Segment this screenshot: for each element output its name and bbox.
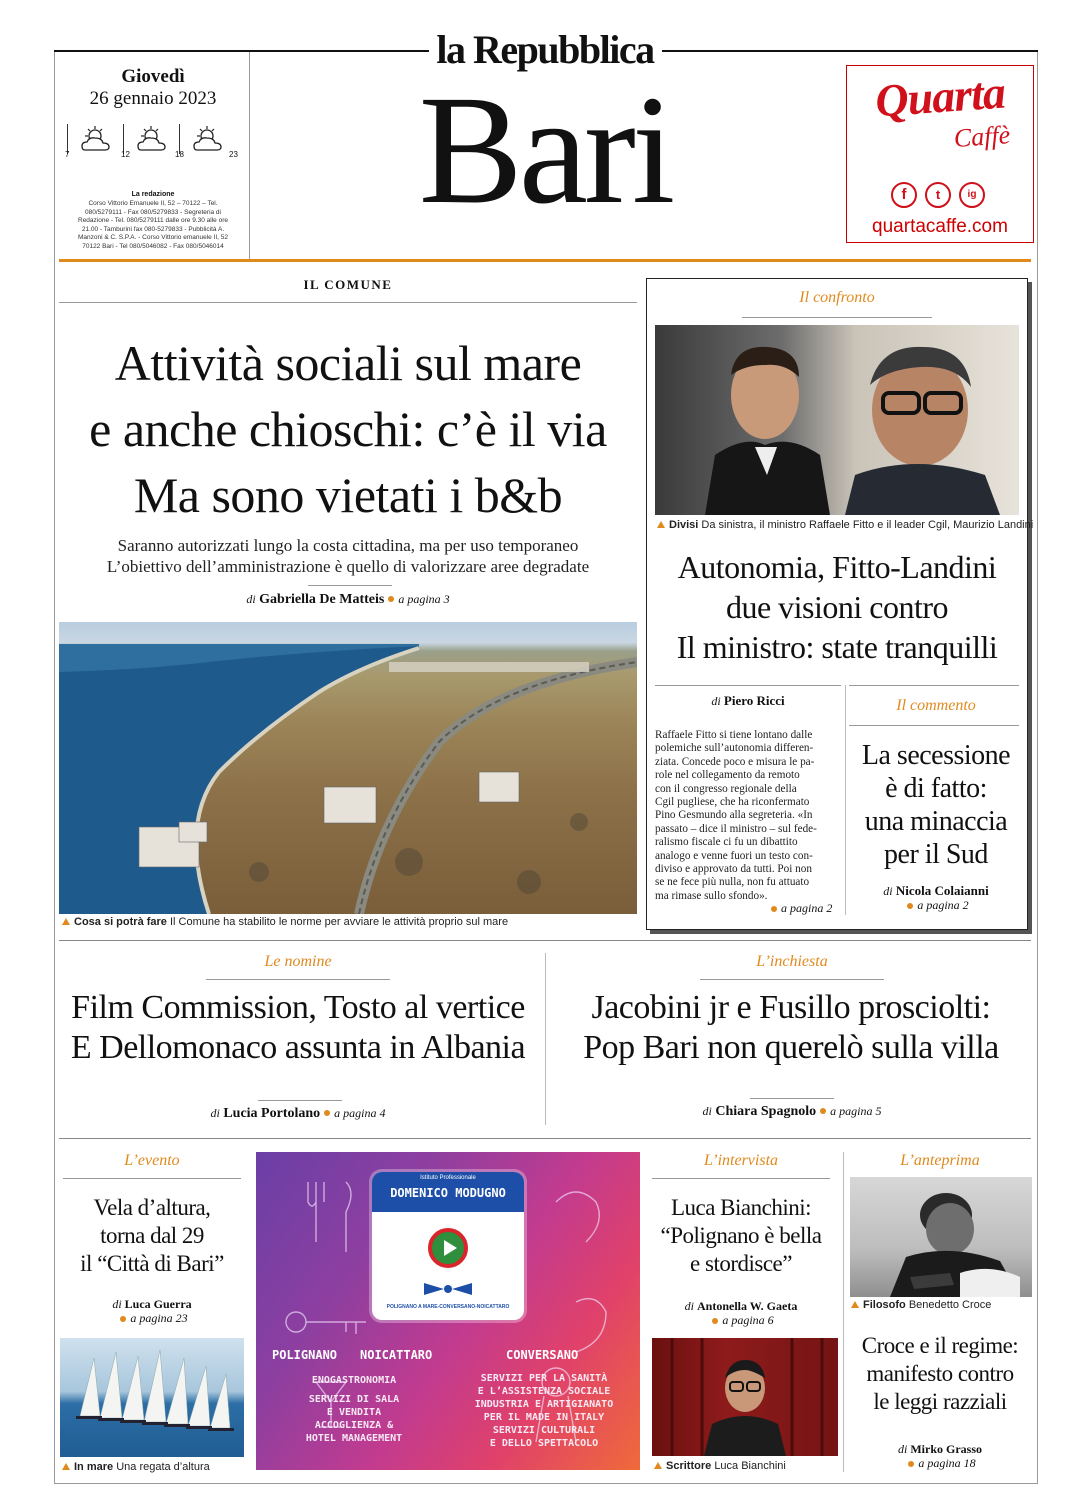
anteprima-headline-line: le leggi razziali xyxy=(873,1389,1007,1414)
confronto-headline[interactable] xyxy=(649,547,1025,667)
commento-author[interactable]: Nicola Colaianni xyxy=(895,883,989,898)
intervista-byline xyxy=(648,1299,834,1314)
body-line: analogo e venne fuori un testo con- xyxy=(655,849,813,862)
page-frame-bottom xyxy=(54,1483,1038,1484)
date-label: 26 gennaio 2023 xyxy=(89,88,217,109)
school-logo-card xyxy=(372,1172,524,1320)
caption-text: Una regata d’altura xyxy=(116,1461,210,1473)
confronto-byline xyxy=(655,693,841,709)
evento-kicker-rule xyxy=(63,1178,241,1179)
nomine-headline-line: E Dellomonaco assunta in Albania xyxy=(70,1029,526,1066)
lead-author[interactable]: Gabriella De Matteis xyxy=(259,592,385,607)
evento-author[interactable]: Luca Guerra xyxy=(124,1297,192,1311)
sun-cloud-icon xyxy=(191,126,225,158)
conversano-head: CONVERSANO xyxy=(506,1348,579,1362)
lead-photo-caption xyxy=(62,916,508,928)
body-line: se ne fece più nulla, non fu attuato xyxy=(655,876,810,889)
course-line: SERVIZI PER LA SANITÀ xyxy=(480,1373,608,1384)
lead-byline xyxy=(59,592,637,608)
fitto-landini-photo xyxy=(655,325,1019,515)
page-dot-icon xyxy=(908,1461,914,1467)
date-box xyxy=(54,52,250,260)
page-dot-icon xyxy=(120,1316,126,1322)
caption-triangle-icon xyxy=(657,521,665,528)
commento-top-rule xyxy=(849,685,1019,686)
page-frame-right xyxy=(1037,52,1038,1484)
commento-headline-line: per il Sud xyxy=(884,839,988,870)
caption-triangle-icon xyxy=(851,1301,859,1308)
confronto-box xyxy=(646,278,1034,930)
intervista-kicker: L’intervista xyxy=(703,1152,779,1169)
confronto-author[interactable]: Piero Ricci xyxy=(723,693,785,708)
temp-3: 18 xyxy=(175,150,184,159)
commento-byline xyxy=(847,883,1025,899)
byline-di: di xyxy=(246,592,256,606)
anteprima-author[interactable]: Mirko Grasso xyxy=(910,1442,982,1456)
croce-photo xyxy=(850,1177,1032,1297)
school-towns: POLIGNANO A MARE-CONVERSANO-NOICATTARO xyxy=(386,1304,510,1310)
body-line: Pino Gesmundo alla segreteria. «In xyxy=(655,809,813,822)
body-line: polemiche sull’autonomia differen- xyxy=(655,742,814,755)
confronto-body xyxy=(655,729,837,903)
quarta-logo: Quarta xyxy=(873,66,1007,127)
page-ref-text: a pagina 2 xyxy=(917,898,969,912)
commento-page-ref[interactable] xyxy=(847,898,1025,913)
caption-text: Benedetto Croce xyxy=(908,1299,992,1311)
body-line: ralismo fiscale ci fu un dibattito xyxy=(655,836,798,849)
inchiesta-headline-line: Pop Bari non querelò sulla villa xyxy=(583,1029,999,1066)
page-dot-icon xyxy=(388,596,394,602)
school-small-label: Istituto Professionale xyxy=(420,1175,476,1181)
course-line: HOTEL MANAGEMENT xyxy=(305,1433,403,1444)
confronto-kicker: Il confronto xyxy=(799,289,875,306)
section-label: IL COMUNE xyxy=(303,277,393,292)
nomine-byline-rule xyxy=(258,1100,342,1101)
inchiesta-byline-rule xyxy=(750,1098,834,1099)
inchiesta-headline-line: Jacobini jr e Fusillo prosciolti: xyxy=(591,989,991,1026)
sun-cloud-icon xyxy=(79,126,113,158)
masthead xyxy=(0,0,1091,262)
lead-headline-line: Attività sociali sul mare xyxy=(114,335,582,391)
course-line: E VENDITA xyxy=(326,1407,382,1418)
caption-label: Scrittore xyxy=(666,1460,712,1472)
confronto-mid-rule xyxy=(655,685,841,686)
nomine-author[interactable]: Lucia Portolano xyxy=(223,1106,321,1121)
byline-di: di xyxy=(210,1106,220,1120)
evento-kicker: L’evento xyxy=(124,1152,180,1169)
page-dot-icon xyxy=(907,903,913,909)
intervista-photo-caption xyxy=(654,1460,786,1472)
page-ref-text: a pagina 2 xyxy=(781,901,833,915)
page-dot-icon xyxy=(771,906,777,912)
play-triangle xyxy=(444,1240,457,1256)
caption-text: Luca Bianchini xyxy=(714,1460,786,1472)
caption-triangle-icon xyxy=(62,1463,70,1470)
caption-triangle-icon xyxy=(62,918,70,925)
polignano-head: POLIGNANO xyxy=(272,1348,338,1362)
paper-name: la Repubblica xyxy=(436,27,654,72)
byline-di: di xyxy=(897,1442,908,1456)
day-label: Giovedì xyxy=(121,66,185,87)
caffe-logo: Caffè xyxy=(952,120,1012,153)
lead-page-ref[interactable]: a pagina 3 xyxy=(398,592,450,606)
inchiesta-headline[interactable] xyxy=(551,988,1031,1068)
nomine-page-ref[interactable]: a pagina 4 xyxy=(334,1106,386,1120)
intervista-headline[interactable] xyxy=(648,1194,834,1278)
regatta-photo xyxy=(60,1338,244,1457)
confronto-headline-line: due visioni contro xyxy=(725,589,949,625)
body-line: Raffaele Fitto si tiene lontano dalle xyxy=(655,729,813,741)
confronto-divider xyxy=(845,685,846,915)
evento-byline xyxy=(59,1297,245,1312)
quarta-site-link[interactable]: quartacaffe.com xyxy=(872,216,1008,237)
section-rule xyxy=(59,302,637,303)
nomine-headline-line: Film Commission, Tosto al vertice xyxy=(71,989,525,1026)
anteprima-headline-line: Croce e il regime: xyxy=(861,1333,1019,1358)
course-line: PER IL MADE IN ITALY xyxy=(483,1412,605,1423)
lead-sub-line: Saranno autorizzati lungo la costa cittadina, ma per uso temporaneo xyxy=(117,536,579,555)
body-line: diviso e approvato da tutti. Poi non xyxy=(655,863,812,876)
temp-4: 23 xyxy=(229,150,238,159)
course-line: E L’ASSISTENZA SOCIALE xyxy=(477,1386,611,1397)
course-line: SERVIZI CULTURALI xyxy=(492,1425,596,1436)
play-icon xyxy=(428,1228,468,1268)
row2-divider xyxy=(545,953,546,1125)
facebook-icon[interactable]: f xyxy=(891,182,917,208)
body-line: ziata. Concede poco e misura le pa- xyxy=(655,755,815,768)
course-line: SERVIZI DI SALA xyxy=(308,1394,400,1405)
confronto-headline-line: Il ministro: state tranquilli xyxy=(676,629,998,665)
page-ref-text: a pagina 23 xyxy=(130,1311,188,1325)
redazione-text: Corso Vittorio Emanuele II, 52 – 70122 – Tel. 080/5279111 - Fax 080/5279833 - Segreteria di Redazione - Tel. 080/5279111 dalle ore 9.30 alle ore 21.00 - Tamburini fax 080-5279833 - Pubblicità A. Manzoni & C. S.P.A. - Corso Vittorio emanuele II, 52 70122 Bari - Tel 080/5046082 - Fax 080/5046014 xyxy=(77,200,229,250)
nomine-byline xyxy=(59,1106,537,1122)
byline-di: di xyxy=(883,884,893,898)
lead-headline-line: Ma sono vietati i b&b xyxy=(133,467,563,523)
confronto-headline-line: Autonomia, Fitto-Landini xyxy=(677,549,997,585)
page-dot-icon xyxy=(324,1110,330,1116)
polignano-courses xyxy=(264,1374,444,1445)
byline-di: di xyxy=(684,1299,694,1313)
body-line: ma rimase sullo sfondo». xyxy=(655,889,768,902)
course-line: ACCOGLIENZA & xyxy=(314,1420,394,1431)
byline-di: di xyxy=(702,1104,712,1118)
confronto-page-ref[interactable] xyxy=(767,901,832,916)
quarta-caffe-ad[interactable] xyxy=(846,65,1034,243)
weather-strip xyxy=(65,124,245,160)
lead-subheadline xyxy=(59,535,637,577)
confronto-photo-caption xyxy=(657,519,1033,531)
edition-title: Bari xyxy=(418,63,672,236)
body-line: con il congresso regionale della xyxy=(655,782,797,795)
course-line: E DELLO SPETTACOLO xyxy=(489,1438,599,1449)
commento-headline[interactable] xyxy=(847,739,1025,871)
page-dot-icon xyxy=(712,1318,718,1324)
inchiesta-author[interactable]: Chiara Spagnolo xyxy=(715,1104,817,1119)
temp-1: 7 xyxy=(65,150,70,159)
evento-photo-caption xyxy=(62,1461,210,1473)
byline-di: di xyxy=(112,1297,122,1311)
intervista-headline-line: Luca Bianchini: xyxy=(670,1195,812,1220)
nomine-kicker: Le nomine xyxy=(264,953,332,970)
anteprima-byline xyxy=(847,1442,1033,1457)
evento-headline-line: Vela d’altura, xyxy=(93,1195,211,1220)
caption-label: Cosa si potrà fare xyxy=(74,916,167,928)
commento-headline-line: una minaccia xyxy=(864,806,1008,837)
kicker-rule xyxy=(742,317,932,318)
masthead-orange-rule xyxy=(59,259,1031,262)
inchiesta-page-ref[interactable]: a pagina 5 xyxy=(830,1104,882,1118)
intervista-headline-line: e stordisce” xyxy=(690,1251,792,1276)
nomine-headline[interactable] xyxy=(59,988,537,1068)
anteprima-page-ref[interactable] xyxy=(847,1456,1033,1471)
inchiesta-kicker: L’inchiesta xyxy=(756,953,828,970)
row3-divider xyxy=(843,1152,844,1472)
commento-headline-line: è di fatto: xyxy=(885,773,987,804)
sun-cloud-icon xyxy=(135,126,169,158)
intervista-headline-line: “Polignano è bella xyxy=(660,1223,822,1248)
inchiesta-kicker-rule xyxy=(700,979,884,980)
lead-headline[interactable] xyxy=(59,330,637,528)
caption-text: Da sinistra, il ministro Raffaele Fitto e il leader Cgil, Maurizio Landini xyxy=(701,519,1034,531)
school-ad[interactable] xyxy=(256,1152,640,1470)
commento-headline-line: La secessione xyxy=(861,740,1011,771)
commento-kicker: Il commento xyxy=(896,697,976,714)
noicattaro-head: NOICATTARO xyxy=(360,1348,433,1362)
body-line: passato – dice il ministro – sul fede- xyxy=(655,822,817,835)
intervista-kicker-rule xyxy=(652,1178,830,1179)
intervista-author[interactable]: Antonella W. Gaeta xyxy=(697,1299,798,1313)
caption-triangle-icon xyxy=(654,1462,662,1469)
twitter-icon[interactable]: t xyxy=(925,182,951,208)
inchiesta-byline xyxy=(553,1104,1031,1120)
redazione-title: La redazione xyxy=(131,191,175,198)
lead-headline-line: e anche chioschi: c’è il via xyxy=(89,401,607,457)
bowtie-icon xyxy=(424,1280,472,1292)
course-line: ENOGASTRONOMIA xyxy=(311,1375,397,1386)
temp-2: 12 xyxy=(121,150,130,159)
instagram-icon[interactable]: ig xyxy=(959,182,985,208)
byline-rule xyxy=(308,585,392,586)
caption-label: Divisi xyxy=(669,519,699,531)
evento-headline-line: il “Città di Bari” xyxy=(80,1251,224,1276)
page-dot-icon xyxy=(820,1108,826,1114)
anteprima-headline-line: manifesto contro xyxy=(866,1361,1014,1386)
lead-sub-line: L’obiettivo dell’amministrazione è quello di valorizzare aree degradate xyxy=(106,557,590,576)
conversano-courses xyxy=(452,1372,636,1450)
nomine-kicker-rule xyxy=(206,979,390,980)
evento-page-ref[interactable] xyxy=(59,1311,245,1326)
byline-di: di xyxy=(711,694,721,708)
evento-headline[interactable] xyxy=(59,1194,245,1278)
evento-headline-line: torna dal 29 xyxy=(100,1223,204,1248)
page-ref-text: a pagina 6 xyxy=(722,1313,774,1327)
anteprima-headline[interactable] xyxy=(847,1332,1033,1416)
page-ref-text: a pagina 18 xyxy=(918,1456,976,1470)
page-frame-left xyxy=(54,260,55,1484)
school-name: DOMENICO MODUGNO xyxy=(390,1186,506,1200)
body-line: Cgil pugliese, che ha riconfermato xyxy=(655,796,810,809)
course-line: INDUSTRIA E ARTIGIANATO xyxy=(474,1399,614,1410)
intervista-page-ref[interactable] xyxy=(648,1313,834,1328)
anteprima-photo-caption xyxy=(851,1299,991,1311)
row3-top-rule xyxy=(59,1138,1031,1139)
caption-label: Filosofo xyxy=(863,1299,906,1311)
caption-label: In mare xyxy=(74,1461,114,1473)
anteprima-kicker: L’anteprima xyxy=(900,1152,980,1169)
coast-aerial-photo xyxy=(59,622,637,914)
masthead-top-rule-right xyxy=(662,50,1038,52)
commento-kicker-rule xyxy=(849,725,1019,726)
row2-top-rule xyxy=(59,940,1031,941)
caption-text: Il Comune ha stabilito le norme per avviare le attività proprio sul mare xyxy=(169,916,509,928)
body-line: role nel collegamento da remoto xyxy=(655,769,800,782)
bianchini-photo xyxy=(652,1338,838,1456)
